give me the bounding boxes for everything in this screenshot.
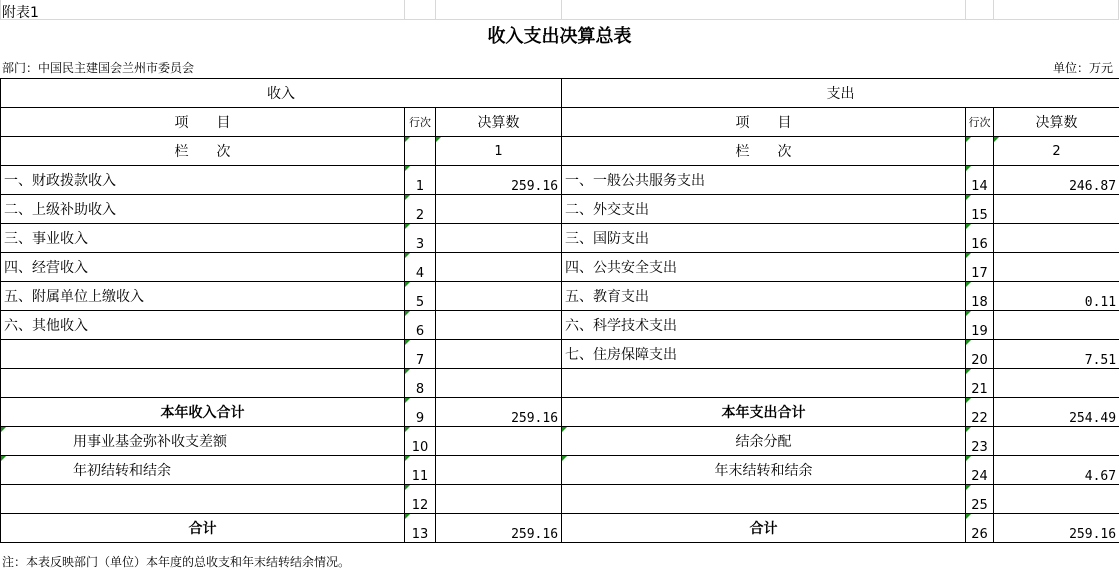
expense-amount-cell[interactable]: 246.87 (994, 166, 1119, 195)
expense-line-cell[interactable]: 19 (966, 311, 994, 340)
income-item-cell[interactable]: 三、事业收入 (1, 224, 405, 253)
settlement-table (0, 78, 1119, 543)
grid-cell[interactable] (404, 0, 436, 20)
income-item-cell[interactable]: 四、经营收入 (1, 253, 405, 282)
income-item-cell[interactable]: 一、财政拨款收入 (1, 166, 405, 195)
expense-item-cell[interactable] (562, 485, 966, 514)
expense-item-cell[interactable]: 三、国防支出 (562, 224, 966, 253)
expense-item-cell[interactable]: 六、科学技术支出 (562, 311, 966, 340)
footnote: 注：本表反映部门（单位）本年度的总收支和年末结转结余情况。 (2, 555, 351, 569)
expense-column-label: 栏 次 (562, 137, 966, 166)
income-line-cell[interactable]: 11 (405, 456, 436, 485)
expense-amount-cell[interactable]: 0.11 (994, 282, 1119, 311)
income-line-cell[interactable]: 1 (405, 166, 436, 195)
expense-line-cell[interactable]: 14 (966, 166, 994, 195)
expense-item-cell[interactable]: 四、公共安全支出 (562, 253, 966, 282)
expense-amount-cell[interactable] (994, 253, 1119, 282)
department-label: 部门：中国民主建国会兰州市委员会 (2, 61, 195, 75)
expense-amount-cell[interactable] (994, 485, 1119, 514)
expense-item-cell[interactable]: 年末结转和结余 (562, 456, 966, 485)
grid-cell[interactable] (0, 0, 405, 20)
table-row (1, 456, 1119, 485)
table-row (1, 398, 1119, 427)
expense-line-cell[interactable]: 15 (966, 195, 994, 224)
expense-line-cell[interactable]: 18 (966, 282, 994, 311)
expense-line-cell[interactable]: 16 (966, 224, 994, 253)
income-line-cell[interactable]: 13 (405, 514, 436, 543)
page-title: 收入支出决算总表 (487, 26, 632, 47)
income-item-cell[interactable]: 用事业基金弥补收支差额 (1, 427, 405, 456)
expense-line-cell[interactable]: 26 (966, 514, 994, 543)
column-number-row (1, 137, 1119, 166)
table-row (1, 340, 1119, 369)
expense-amount-cell[interactable]: 4.67 (994, 456, 1119, 485)
expense-item-cell[interactable] (562, 369, 966, 398)
expense-column-number: 2 (994, 137, 1119, 166)
table-row (1, 224, 1119, 253)
income-amount-header: 决算数 (436, 108, 562, 137)
income-item-cell[interactable] (1, 485, 405, 514)
table-row (1, 282, 1119, 311)
expense-line-cell[interactable]: 21 (966, 369, 994, 398)
income-amount-cell[interactable] (436, 369, 562, 398)
income-item-cell[interactable] (1, 340, 405, 369)
income-amount-cell[interactable] (436, 485, 562, 514)
expense-line-header: 行次 (966, 108, 994, 137)
income-item-header: 项 目 (1, 108, 405, 137)
grid-cell[interactable] (993, 0, 1119, 20)
income-line-cell[interactable]: 4 (405, 253, 436, 282)
income-amount-cell[interactable] (436, 340, 562, 369)
expense-amount-cell[interactable]: 7.51 (994, 340, 1119, 369)
income-line-cell[interactable]: 5 (405, 282, 436, 311)
income-line-cell[interactable]: 2 (405, 195, 436, 224)
table-row (1, 427, 1119, 456)
income-line-cell[interactable]: 6 (405, 311, 436, 340)
expense-line-cell[interactable]: 20 (966, 340, 994, 369)
expense-amount-cell[interactable] (994, 369, 1119, 398)
income-item-cell[interactable]: 二、上级补助收入 (1, 195, 405, 224)
income-column-number: 1 (436, 137, 562, 166)
income-line-cell[interactable]: 3 (405, 224, 436, 253)
income-amount-cell[interactable]: 259.16 (436, 166, 562, 195)
income-amount-cell[interactable] (436, 311, 562, 340)
grid-cell[interactable] (965, 0, 994, 20)
income-amount-cell[interactable] (436, 224, 562, 253)
expense-line-cell[interactable]: 17 (966, 253, 994, 282)
expense-line-cell[interactable]: 23 (966, 427, 994, 456)
income-amount-cell[interactable] (436, 427, 562, 456)
table-row (1, 195, 1119, 224)
column-header-row (1, 108, 1119, 137)
expense-item-cell[interactable]: 合计 (562, 514, 966, 543)
expense-item-header: 项 目 (562, 108, 966, 137)
expense-item-cell[interactable]: 二、外交支出 (562, 195, 966, 224)
attachment-label: 附表1 (2, 5, 39, 21)
income-line-cell[interactable]: 12 (405, 485, 436, 514)
unit-label: 单位：万元 (1052, 61, 1113, 75)
expense-line-cell[interactable]: 24 (966, 456, 994, 485)
income-amount-cell[interactable] (436, 253, 562, 282)
table-row (1, 166, 1119, 195)
income-column-label: 栏 次 (1, 137, 405, 166)
grid-cell[interactable] (561, 0, 966, 20)
expense-item-cell[interactable]: 结余分配 (562, 427, 966, 456)
income-amount-cell[interactable]: 259.16 (436, 514, 562, 543)
income-line-header: 行次 (405, 108, 436, 137)
income-item-cell[interactable]: 五、附属单位上缴收入 (1, 282, 405, 311)
expense-amount-cell[interactable] (994, 195, 1119, 224)
income-item-cell[interactable]: 本年收入合计 (1, 398, 405, 427)
income-amount-cell[interactable]: 259.16 (436, 398, 562, 427)
expense-item-cell[interactable]: 本年支出合计 (562, 398, 966, 427)
table-row (1, 369, 1119, 398)
expense-amount-cell[interactable] (994, 311, 1119, 340)
income-item-cell[interactable] (1, 369, 405, 398)
table-row (1, 311, 1119, 340)
expense-item-cell[interactable]: 一、一般公共服务支出 (562, 166, 966, 195)
expense-item-cell[interactable]: 七、住房保障支出 (562, 340, 966, 369)
expense-line-blank[interactable] (966, 137, 994, 166)
income-amount-cell[interactable] (436, 195, 562, 224)
expense-header: 支出 (562, 79, 1119, 108)
income-amount-cell[interactable] (436, 456, 562, 485)
expense-amount-cell[interactable]: 254.49 (994, 398, 1119, 427)
table-row (1, 253, 1119, 282)
expense-amount-cell[interactable] (994, 224, 1119, 253)
expense-line-cell[interactable]: 22 (966, 398, 994, 427)
income-item-cell[interactable]: 六、其他收入 (1, 311, 405, 340)
income-line-cell[interactable]: 7 (405, 340, 436, 369)
expense-amount-cell[interactable]: 259.16 (994, 514, 1119, 543)
section-header-row (1, 79, 1119, 108)
income-line-cell[interactable]: 8 (405, 369, 436, 398)
table-row (1, 514, 1119, 543)
income-line-blank[interactable] (405, 137, 436, 166)
grid-cell[interactable] (435, 0, 562, 20)
expense-line-cell[interactable]: 25 (966, 485, 994, 514)
income-header: 收入 (1, 79, 562, 108)
expense-item-cell[interactable]: 五、教育支出 (562, 282, 966, 311)
income-item-cell[interactable]: 合计 (1, 514, 405, 543)
table-row (1, 485, 1119, 514)
income-item-cell[interactable]: 年初结转和结余 (1, 456, 405, 485)
expense-amount-cell[interactable] (994, 427, 1119, 456)
income-line-cell[interactable]: 10 (405, 427, 436, 456)
income-amount-cell[interactable] (436, 282, 562, 311)
income-line-cell[interactable]: 9 (405, 398, 436, 427)
expense-amount-header: 决算数 (994, 108, 1119, 137)
